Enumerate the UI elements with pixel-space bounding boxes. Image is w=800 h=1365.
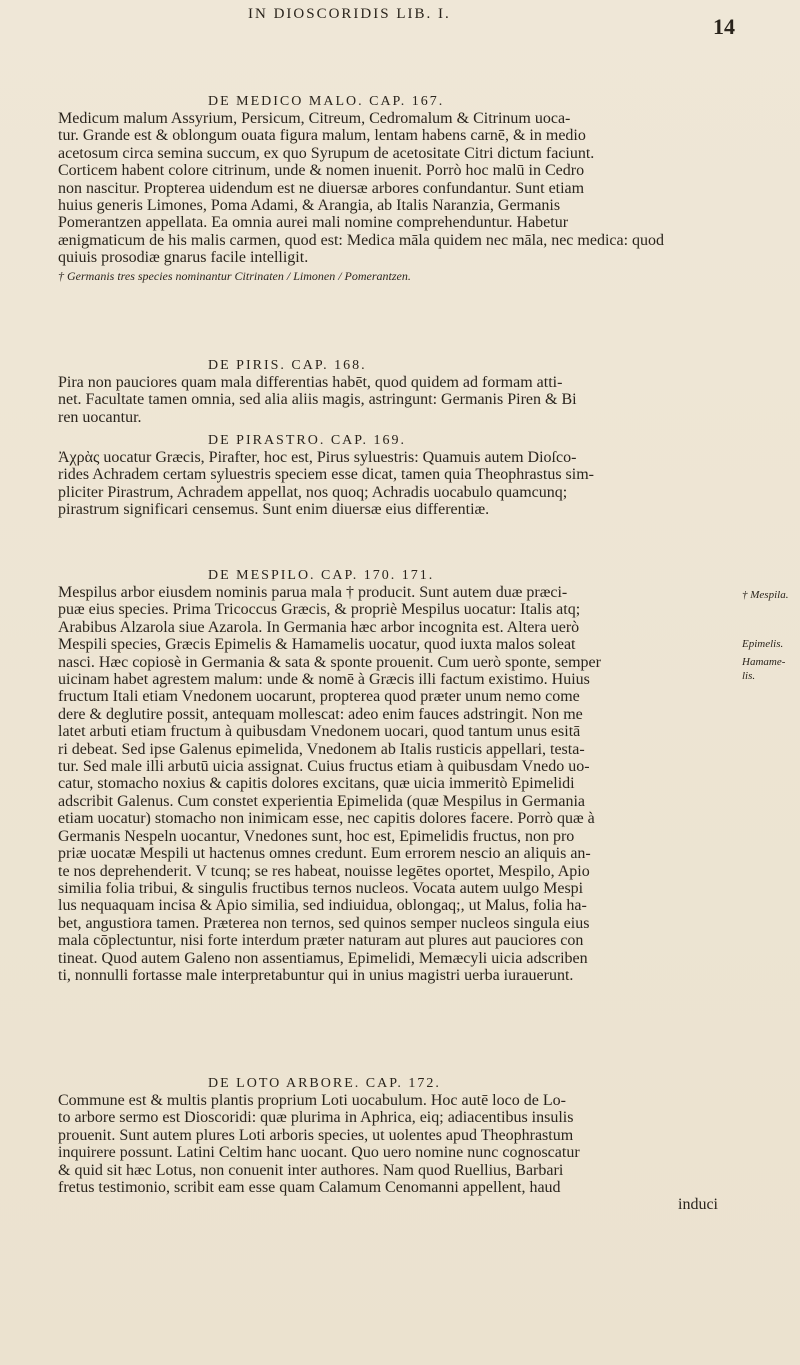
text-line: mala cōplectuntur, nisi forte interdum præter naturam aut plures aut pauciores con [58,932,584,950]
text-line: ren uocantur. [58,408,142,426]
text-line: dere & deglutire possit, antequam mollescat: adeo enim fauces adstringit. Non me [58,705,583,723]
text-line: adscribit Galenus. Cum constet experientia Epimelida (quæ Mespilus in Germania [58,792,585,810]
text-line: pliciter Pirastrum, Achradem appellat, nos quoq; Achradis uocabulo quamcunq; [58,483,568,501]
section-body [58,1092,738,1214]
text-line: Germanis Nespeln uocantur, Vnedones sunt, hoc est, Epimelidis fructus, non pro [58,827,575,845]
section-de-piris [58,358,738,426]
text-line: Mespili species, Græcis Epimelis & Hamamelis uocatur, quod iuxta malos soleat [58,636,576,654]
text-line: rides Achradem certam syluestris speciem esse dicat, tamen quia Theophrastus sim- [58,466,594,484]
section-body [58,110,738,267]
text-line: puæ eius species. Prima Tricoccus Græcis, & propriè Mespilus uocatur: Italis atq; [58,601,581,619]
text-line: inquirere possunt. Latini Celtim hanc uocant. Quo uero nomine nunc cognoscatur [58,1144,580,1162]
text-line: & quid sit hæc Lotus, non conuenit inter authores. Nam quod Ruellius, Barbari [58,1161,564,1179]
marginal-note: Epimelis. [742,638,784,650]
text-line: etiam uocatur) stomacho non inimicam esse, nec capitis dolores facere. Porrò quæ à [58,810,595,828]
marginal-note: lis. [742,670,756,682]
text-line: Commune est & multis plantis proprium Loti uocabulum. Hoc autē loco de Lo- [58,1092,566,1109]
running-head: IN DIOSCORIDIS LIB. I. [248,6,451,22]
text-line: lus nequaquam incisa & Apio similia, sed indiuidua, oblongaq;, ut Malus, folia ha- [58,897,587,915]
text-line: te nos deprehenderit. V tcunq; se res habeat, nouisse legētes oportet, Mespilo, Apio [58,862,590,880]
text-line: tur. Grande est & oblongum ouata figura malum, lentam habens carnē, & in medio [58,127,586,145]
text-line: pirastrum significari censemus. Sunt enim diuersæ eius differentiæ. [58,501,490,519]
catchword: induci [678,1196,718,1214]
page-number: 14 [713,14,735,39]
text-line: uicinam habet agrestem malum: unde & nomē à Græcis illi factum existimo. Huius [58,671,590,689]
text-line: Pomerantzen appellata. Ea omnia aurei mali nomine comprehenduntur. Habetur [58,214,569,232]
text-line: huius generis Limones, Poma Adami, & Arangia, ab Italis Naranzia, Germanis [58,197,561,215]
section-body [58,449,738,519]
text-line: nasci. Hæc copiosè in Germania & sata & sponte prouenit. Cum uerò sponte, semper [58,653,601,671]
text-line: quiuis prosodiæ gnarus facile intelligit. [58,249,309,267]
section-title: DE MEDICO MALO. CAP. 167. [208,94,445,109]
section-de-medico-malo [58,94,738,284]
section-de-loto-arbore [58,1076,738,1214]
text-line: priæ uocatæ Mespili ut hactenus omnes credunt. Eum errorem nescio an aliquis an- [58,845,591,863]
text-line: tur. Sed male illi arbutū uicia assignat. Cuius fructus etiam à quibusdam Vnedo uo- [58,758,590,776]
text-line: acetosum circa semina succum, ex quo Syrupum de acetositate Citri dictum faciunt. [58,144,595,162]
section-de-mespilo [58,568,738,984]
text-line: Mespilus arbor eiusdem nominis parua mala † producit. Sunt autem duæ præci- [58,584,568,601]
text-line: Medicum malum Assyrium, Persicum, Citreum, Cedromalum & Citrinum uoca- [58,110,571,127]
footnote: † Germanis tres species nominantur Citrinaten / Limonen / Pomerantzen. [58,268,411,283]
section-title: DE PIRIS. CAP. 168. [208,358,367,373]
text-line: Arabibus Alzarola siue Azarola. In Germania hæc arbor incognita est. Altera uerò [58,618,580,636]
text-line: similia folia tribui, & singulis fructibus ternos nucleos. Vocata autem uulgo Mespi [58,879,584,897]
marginal-note: † Mespila. [742,589,789,601]
marginal-note: Hamame- [742,656,786,668]
text-line: ænigmaticum de his malis carmen, quod est: Medica māla quidem nec māla, nec medica: quod [58,231,665,249]
section-body [58,374,738,426]
section-de-pirastro [58,433,738,519]
text-line: bet, angustiora tamen. Præterea non ternos, sed quinos semper nucleos singula eius [58,914,590,932]
text-line: fructum Itali etiam Vnedonem uocarunt, propterea quod præter unum nemo come [58,688,580,706]
text-line: net. Facultate tamen omnia, sed alia aliis magis, astringunt: Germanis Piren & Bi [58,391,577,409]
text-line: Ἀχρὰς uocatur Græcis, Pirafter, hoc est, Pirus syluestris: Quamuis autem Dioſco- [58,449,577,466]
text-line: ri debeat. Sed ipse Galenus epimelida, Vnedonem ab Italis rusticis appellari, testa- [58,740,585,758]
text-line: Pira non pauciores quam mala differentias habēt, quod quidem ad formam atti- [58,374,563,391]
text-line: to arbore sermo est Dioscoridi: quæ plurima in Aphrica, eiq; adiacentibus insulis [58,1109,574,1127]
text-line: fretus testimonio, scribit eam esse quam Calamum Cenomanni appellent, haud [58,1179,561,1197]
text-line: tineat. Quod autem Galeno non assentiamus, Epimelidi, Memæcyli uicia adscriben [58,949,588,967]
text-line: non nascitur. Propterea uidendum est ne diuersæ arbores confundantur. Sunt etiam [58,179,585,197]
text-line: latet arbuti etiam fructum à quibusdam Vnedonem uocari, quod tantum unus esitā [58,723,581,741]
text-line: ti, nonnulli fortasse male interpretabuntur qui in unius magistri uerba iurauerunt. [58,966,574,984]
section-body [58,584,738,984]
section-title: DE PIRASTRO. CAP. 169. [208,433,407,448]
text-line: prouenit. Sunt autem plures Loti arboris species, ut uolentes apud Theophrastum [58,1126,574,1144]
section-title: DE MESPILO. CAP. 170. 171. [208,568,435,583]
text-line: catur, stomacho noxius & capitis dolores excitans, quæ uicia immeritò Epimelidi [58,775,575,793]
section-title: DE LOTO ARBORE. CAP. 172. [208,1076,441,1091]
text-line: Corticem habent colore citrinum, unde & nomen inuenit. Porrò hoc malū in Cedro [58,162,585,180]
